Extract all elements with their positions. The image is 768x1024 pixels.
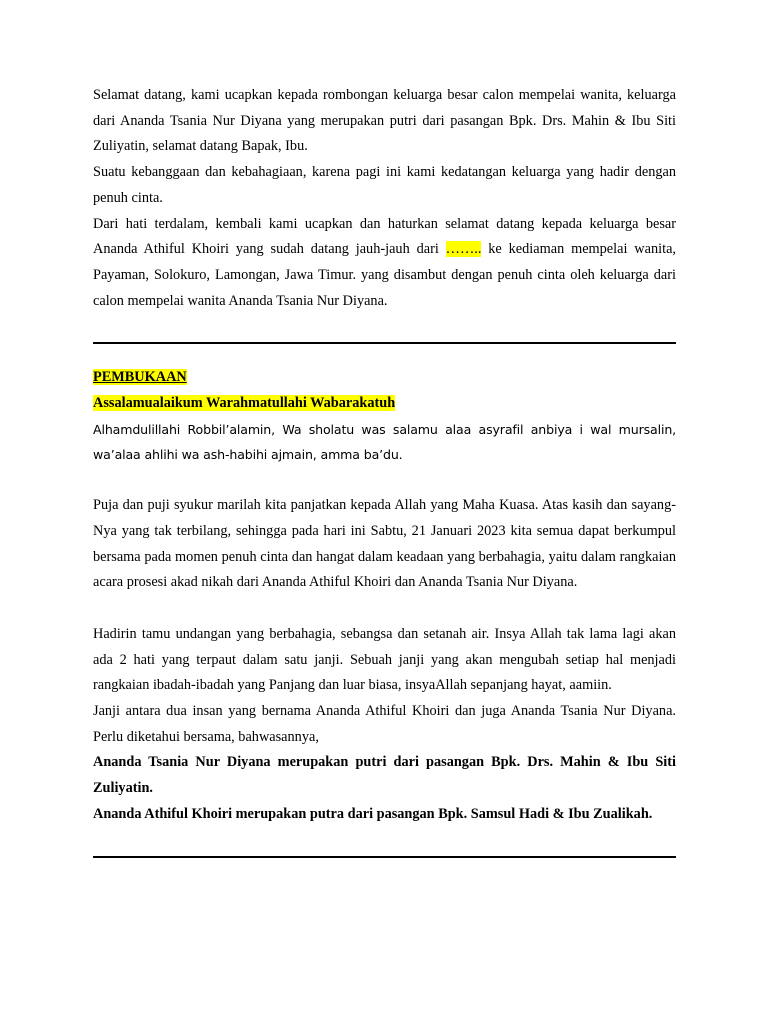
opening-prayer: Alhamdulillahi Robbil’alamin, Wa sholatu was salamu alaa asyrafil anbiya i wal mursalin, wa’alaa ahlihi wa ash-habihi ajmain, amma ba’du.: [93, 421, 676, 463]
welcome-paragraph: Selamat datang, kami ucapkan kepada rombongan keluarga besar calon mempelai wanita, keluarga dari Ananda Tsania Nur Diyana yang merupakan putri dari pasangan Bpk. Drs. Mahin & Ibu Siti Zuliyatin, selamat datang Bapak, Ibu.: [93, 87, 676, 155]
islamic-greeting: Assalamualaikum Warahmatullahi Wabarakatuh: [93, 395, 396, 412]
welcome-groom-text-end: ke kediaman mempelai wanita, Payaman, Solokuro, Lamongan, Jawa Timur. yang disambut dengan penuh cinta oleh keluarga dari calon mempelai wanita Ananda Tsania Nur Diyana.: [93, 241, 676, 309]
document-page: [93, 83, 676, 858]
groom-parents-statement: Ananda Athiful Khoiri merupakan putra dari pasangan Bpk. Samsul Hadi & Ibu Zualikah.: [93, 805, 653, 822]
pride-paragraph: Suatu kebanggaan dan kebahagiaan, karena pagi ini kami kedatangan keluarga yang hadir dengan penuh cinta.: [93, 164, 676, 206]
section-divider: [93, 342, 676, 344]
bottom-divider: [93, 856, 676, 858]
origin-placeholder: ……..: [445, 241, 482, 258]
welcome-groom-family-paragraph: [93, 212, 676, 315]
guests-paragraph: Hadirin tamu undangan yang berbahagia, sebangsa dan setanah air. Insya Allah tak lama lagi akan ada 2 hati yang terpaut dalam satu janji. Sebuah janji yang akan mengubah setiap hal menjadi rangkaian ibadah-ibadah yang Panjang dan luar biasa, insyaAllah sepanjang hayat, aamiin.: [93, 625, 676, 694]
opening-heading-line: [93, 365, 676, 391]
welcome-groom-text-start: Dari hati terdalam, kembali kami ucapkan dan haturkan selamat datang kepada keluarga besar Ananda Athiful Khoiri yang sudah datang jauh-jauh dari: [93, 215, 676, 258]
praise-paragraph: Puja dan puji syukur marilah kita panjatkan kepada Allah yang Maha Kuasa. Atas kasih dan sayang-Nya yang tak terbilang, sehingga pada hari ini Sabtu, 21 Januari 2023 kita semua dapat berkumpul bersama pada momen penuh cinta dan hangat dalam keadaan yang berbahagia, yaitu dalam rangkaian acara prosesi akad nikah dari Ananda Athiful Khoiri dan Ananda Tsania Nur Diyana.: [93, 497, 676, 591]
opening-heading: PEMBUKAAN: [93, 369, 187, 386]
promise-paragraph: Janji antara dua insan yang bernama Ananda Athiful Khoiri dan juga Ananda Tsania Nur Diyana. Perlu diketahui bersama, bahwasannya,: [93, 703, 676, 745]
greeting-line: [93, 391, 676, 417]
bride-parents-statement: Ananda Tsania Nur Diyana merupakan putri dari pasangan Bpk. Drs. Mahin & Ibu Siti Zuliyatin.: [93, 754, 676, 797]
